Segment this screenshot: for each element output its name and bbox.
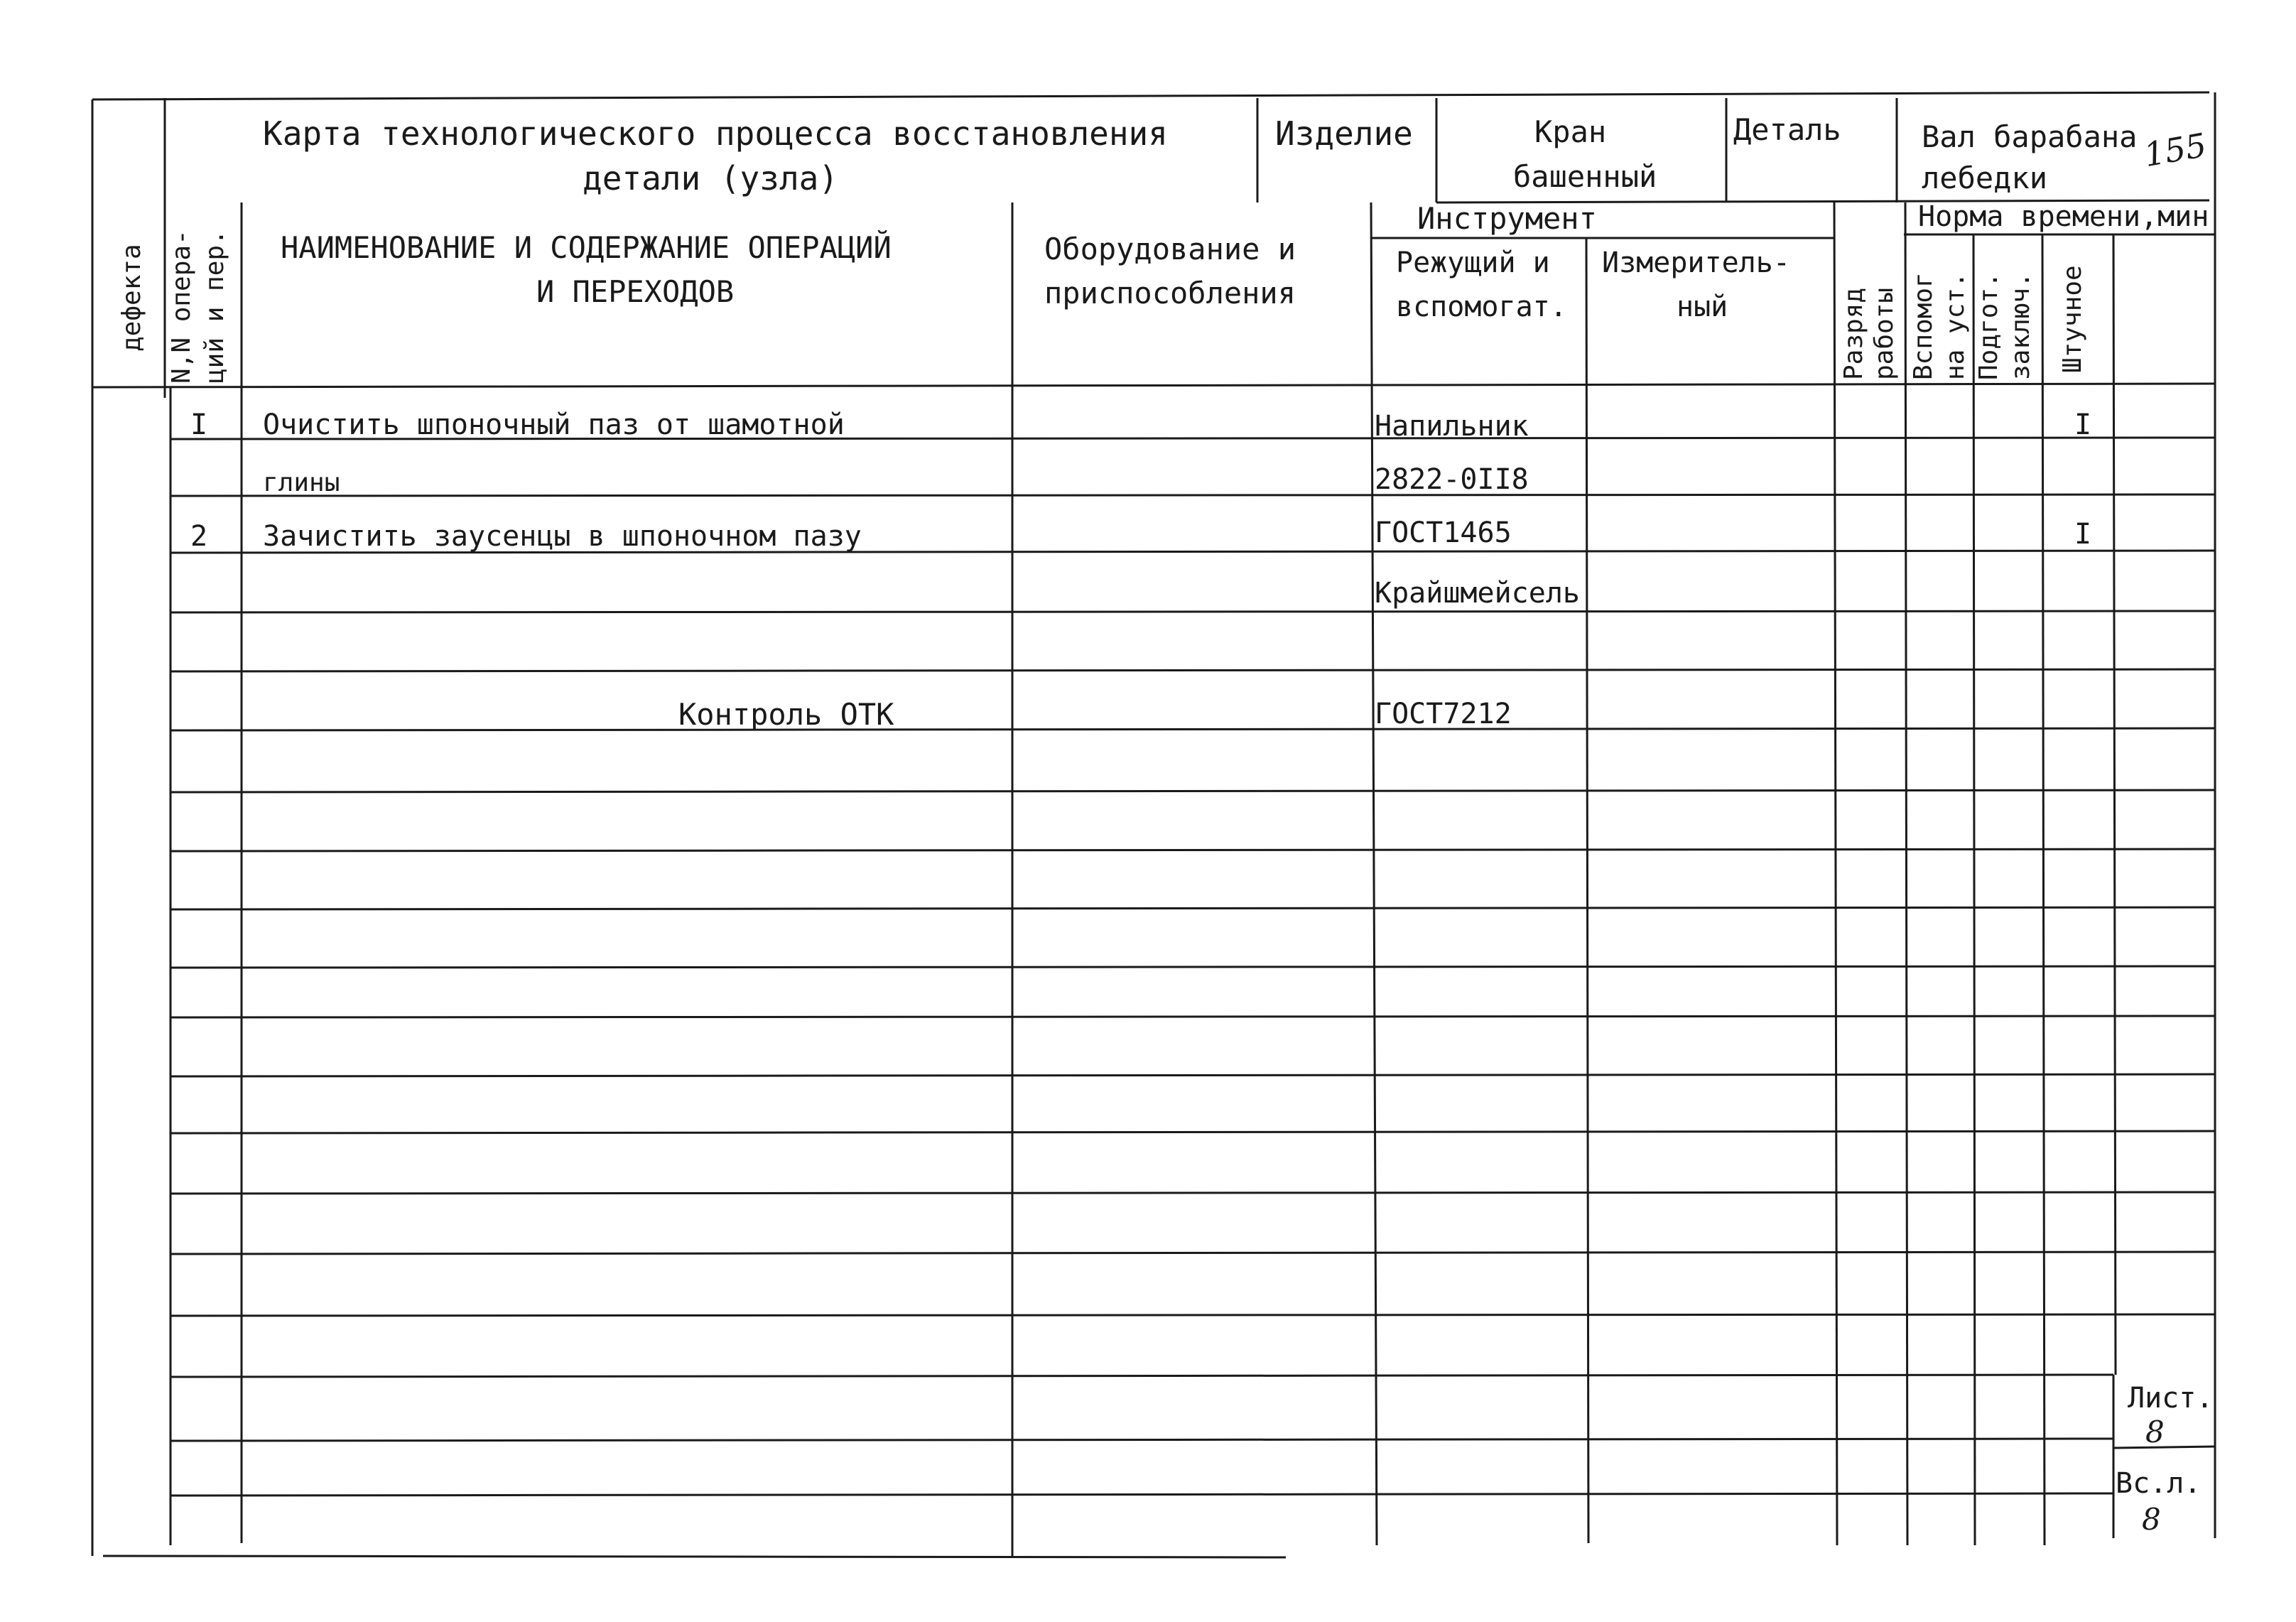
row-1-piece: I	[2074, 409, 2092, 441]
col-grade-line2: работы	[1870, 287, 1899, 380]
col-operations: НАИМЕНОВАНИЕ И СОДЕРЖАНИЕ ОПЕРАЦИЙ	[281, 230, 892, 265]
document-title-subline: детали (узла)	[583, 159, 839, 198]
col-grade: Разряд	[1839, 287, 1868, 380]
col-aux-line2: на уст.	[1941, 272, 1970, 380]
col-time-group: Норма времени,мин	[1918, 200, 2209, 233]
row-3-operation: Зачистить заусенцы в шпоночном пазу	[263, 520, 862, 553]
product-value-line2: башенный	[1513, 159, 1657, 194]
row-2-tool: 2822-0II8	[1375, 463, 1529, 496]
sheet-label: Лист.	[2128, 1382, 2214, 1415]
page-stamp: 155	[2140, 125, 2209, 175]
col-defect: дефекта	[117, 244, 146, 352]
total-sheets-label: Вс.л.	[2116, 1467, 2202, 1500]
col-prep-line2: заключ.	[2006, 272, 2035, 380]
row-4-tool: Крайшмейсель	[1375, 577, 1580, 610]
row-3-num: 2	[190, 520, 208, 553]
product-label: Изделие	[1275, 114, 1413, 153]
row-3-tool: ГОСТ1465	[1375, 517, 1512, 549]
row-1-num: I	[190, 409, 208, 441]
col-tool-cutting-line2: вспомогат.	[1396, 291, 1567, 323]
part-value: Вал барабана	[1922, 119, 2138, 154]
col-prep: Подгот.	[1974, 272, 2003, 380]
col-tool-measuring: Измеритель-	[1602, 247, 1790, 279]
row-1-tool: Напильник	[1375, 410, 1529, 443]
part-value-line2: лебедки	[1922, 161, 2048, 195]
col-tool-measuring-line2: ный	[1677, 291, 1728, 323]
sheet-value: 8	[2145, 1415, 2165, 1449]
col-tool-group: Инструмент	[1417, 201, 1597, 236]
col-equipment: Оборудование и	[1044, 232, 1296, 266]
col-equipment-line2: приспособления	[1044, 276, 1296, 310]
row-5-tool: ГОСТ7212	[1375, 698, 1512, 730]
total-sheets-value: 8	[2142, 1502, 2161, 1537]
row-1-operation: Очистить шпоночный паз от шамотной	[263, 409, 845, 441]
col-piece: Штучное	[2058, 265, 2087, 373]
product-value: Кран	[1534, 114, 1607, 149]
document-title: Карта технологического процесса восстановления	[263, 114, 1168, 153]
part-label: Деталь	[1733, 112, 1841, 147]
col-op-num: N,N опера-	[167, 229, 196, 384]
col-op-num-line2: ций и пер.	[200, 229, 229, 384]
row-5-operation: Контроль ОТК	[678, 697, 894, 732]
col-tool-cutting: Режущий и	[1396, 247, 1550, 279]
row-2-operation: глины	[263, 468, 340, 497]
col-aux: Вспомог	[1909, 272, 1938, 380]
col-operations-line2: И ПЕРЕХОДОВ	[536, 274, 735, 309]
row-3-piece: I	[2074, 518, 2092, 551]
